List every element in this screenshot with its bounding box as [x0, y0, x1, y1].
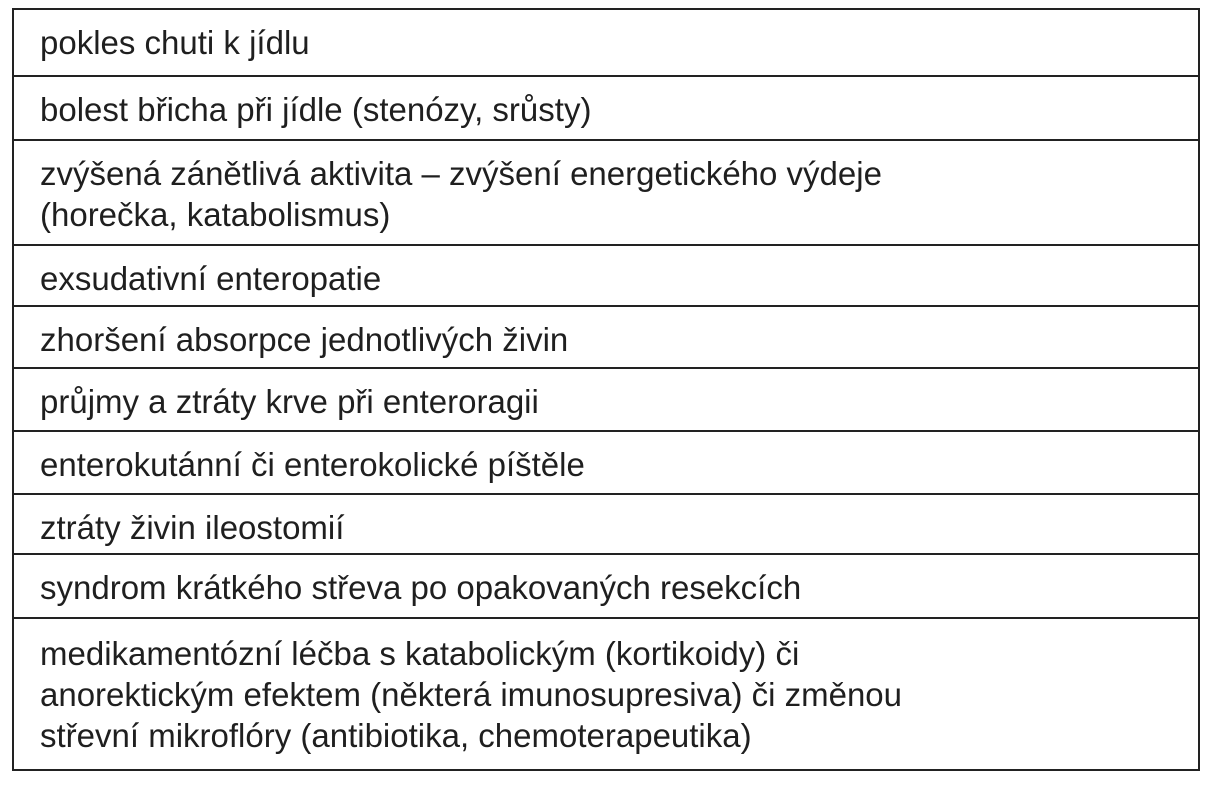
table-row [14, 77, 1198, 141]
table-cell-text: střevní mikroflóry (antibiotika, chemoterapeutika) [40, 717, 752, 754]
table-cell-text: exsudativní enteropatie [40, 260, 382, 297]
table-row [14, 432, 1198, 495]
table-cell-text: anorektickým efektem (některá imunosupresiva) či změnou [40, 676, 903, 713]
table-row [14, 307, 1198, 369]
table-cell-text: pokles chuti k jídlu [40, 24, 310, 61]
table-row [14, 555, 1198, 619]
causes-table [12, 8, 1200, 771]
table-cell-text: bolest břicha při jídle (stenózy, srůsty) [40, 91, 592, 128]
table-cell-text: průjmy a ztráty krve při enteroragii [40, 383, 539, 420]
table-cell-text: zvýšená zánětlivá aktivita – zvýšení energetického výdeje [40, 155, 882, 192]
table-cell-text: medikamentózní léčba s katabolickým (kortikoidy) či [40, 635, 800, 672]
table-cell-text: zhoršení absorpce jednotlivých živin [40, 321, 569, 358]
table-cell-text: syndrom krátkého střeva po opakovaných resekcích [40, 569, 802, 606]
table-row [14, 141, 1198, 246]
table-row [14, 495, 1198, 555]
table-row [14, 10, 1198, 77]
table-row [14, 246, 1198, 307]
table-cell-text: enterokutánní či enterokolické píštěle [40, 446, 585, 483]
table-cell-text: (horečka, katabolismus) [40, 196, 391, 233]
table-row [14, 619, 1198, 769]
table-row [14, 369, 1198, 432]
table-cell-text: ztráty živin ileostomií [40, 509, 345, 546]
